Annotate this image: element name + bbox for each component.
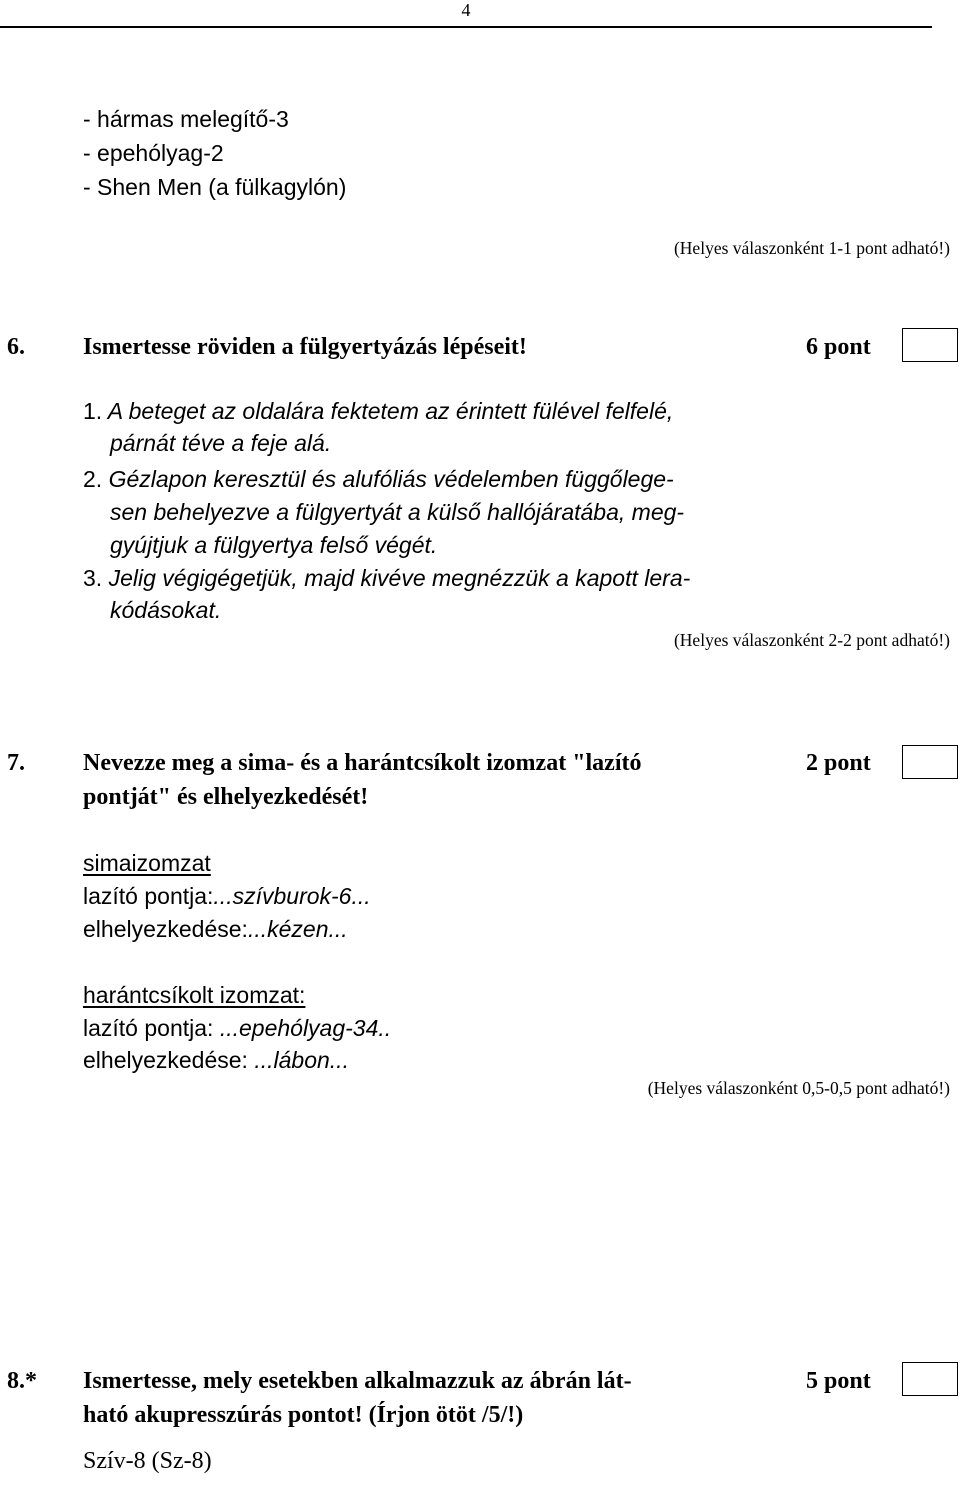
q8-title-line2: ható akupresszúrás pontot! (Írjon ötöt /5/!) <box>83 1402 524 1428</box>
q6-answer-1-num: 1. <box>83 398 103 424</box>
q6-answer-2-line3: gyújtjuk a fülgyertya felső végét. <box>110 532 438 558</box>
q6-answer-2-num: 2. <box>83 466 103 492</box>
q7-striated-location-value: ...lábon... <box>254 1047 349 1073</box>
q6-scoring-note: (Helyes válaszonként 2-2 pont adható!) <box>673 630 950 650</box>
footer-code: Szív-8 (Sz-8) <box>83 1448 212 1474</box>
q7-striated-point-label: lazító pontja: <box>83 1015 220 1041</box>
q6-answer-2-line1: Gézlapon keresztül és alufóliás védelemben függőlege- <box>108 466 674 492</box>
q7-scoring-note: (Helyes válaszonként 0,5-0,5 pont adható!) <box>647 1078 950 1098</box>
q7-smooth-location-value: ...kézen... <box>247 916 348 942</box>
q6-answer-2-line2: sen behelyezve a fülgyertyát a külső hallójáratába, meg- <box>110 499 685 525</box>
q8-number: 8.* <box>7 1368 37 1394</box>
q7-title-line1: Nevezze meg a sima- és a harántcsíkolt izomzat "lazító <box>83 750 642 776</box>
q8-score-box[interactable] <box>902 1362 958 1396</box>
q7-points: 2 pont <box>806 750 871 776</box>
q7-striated-point-value: ...epehólyag-34.. <box>219 1015 392 1041</box>
q7-title-line2: pontját" és elhelyezkedését! <box>83 784 369 810</box>
q6-answer-1-line1: A beteget az oldalára fektetem az érintett fülével felfelé, <box>107 398 674 424</box>
q7-smooth-heading: simaizomzat <box>83 850 211 876</box>
q7-striated-heading: harántcsíkolt izomzat: <box>83 982 306 1008</box>
q6-title: Ismertesse röviden a fülgyertyázás lépéseit! <box>83 334 527 360</box>
q7-striated-location <box>83 1047 349 1074</box>
q7-smooth-point <box>83 883 371 910</box>
q6-answer-1 <box>83 398 673 425</box>
page-number: 4 <box>461 0 471 20</box>
q6-answer-2 <box>83 466 674 493</box>
q7-smooth-point-label: lazító pontja: <box>83 883 214 909</box>
q7-striated-location-label: elhelyezkedése: <box>83 1047 255 1073</box>
intro-item-2: - epehólyag-2 <box>83 140 224 166</box>
q6-answer-1-line2: párnát téve a feje alá. <box>110 430 332 456</box>
q7-striated-point <box>83 1015 391 1042</box>
q6-number: 6. <box>7 334 25 360</box>
intro-item-3: - Shen Men (a fülkagylón) <box>83 174 347 200</box>
q6-answer-3-line2: kódásokat. <box>110 597 222 623</box>
q7-smooth-location <box>83 916 348 943</box>
q6-points: 6 pont <box>806 334 871 360</box>
intro-item-1: - hármas melegítő-3 <box>83 106 289 132</box>
q7-score-box[interactable] <box>902 745 958 779</box>
q7-number: 7. <box>7 750 25 776</box>
header-rule <box>0 26 932 28</box>
intro-scoring-note: (Helyes válaszonként 1-1 pont adható!) <box>673 238 950 258</box>
q8-points: 5 pont <box>806 1368 871 1394</box>
q7-smooth-location-label: elhelyezkedése: <box>83 916 248 942</box>
q7-smooth-point-value: ...szívburok-6... <box>213 883 371 909</box>
q6-answer-3 <box>83 565 690 592</box>
q6-answer-3-num: 3. <box>83 565 103 591</box>
q6-score-box[interactable] <box>902 328 958 362</box>
q8-title-line1: Ismertesse, mely esetekben alkalmazzuk az ábrán lát- <box>83 1368 632 1394</box>
q6-answer-3-line1: Jelig végigégetjük, majd kivéve megnézzük a kapott lera- <box>108 565 691 591</box>
